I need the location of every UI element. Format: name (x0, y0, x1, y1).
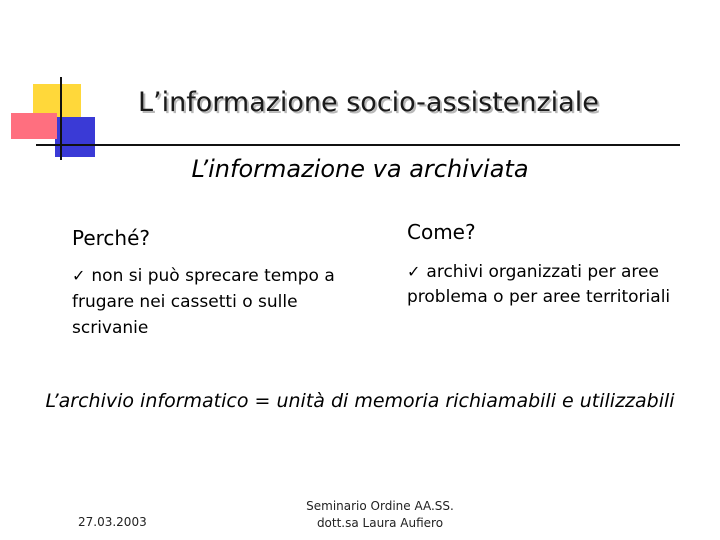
logo-vertical-line (60, 77, 62, 160)
footer-date: 27.03.2003 (78, 515, 147, 529)
right-column-item (407, 259, 707, 310)
left-column-heading: Perché? (72, 226, 151, 250)
right-column-item-text: archivi organizzati per aree problema o per aree territoriali (407, 262, 671, 307)
logo-red-square (11, 113, 57, 139)
footer-credits (260, 498, 500, 532)
slide-subtitle: L’informazione va archiviata (191, 155, 529, 183)
slide-statement: L’archivio informatico = unità di memoria richiamabili e utilizzabili (45, 390, 675, 412)
slide-logo-decoration (0, 0, 140, 170)
right-column-heading: Come? (407, 220, 476, 244)
checkmark-icon: ✓ (72, 266, 86, 285)
left-column-item-text: non si può sprecare tempo a frugare nei cassetti o sulle scrivanie (72, 266, 335, 338)
slide-title: L’informazione socio-assistenziale (138, 87, 599, 118)
left-column-item (72, 263, 372, 341)
footer-author: dott.sa Laura Aufiero (316, 516, 444, 530)
left-column (72, 226, 372, 341)
footer-seminar: Seminario Ordine AA.SS. (306, 499, 454, 513)
logo-horizontal-line (36, 144, 140, 146)
right-column (407, 220, 707, 310)
title-divider (140, 144, 680, 146)
checkmark-icon: ✓ (407, 262, 421, 281)
